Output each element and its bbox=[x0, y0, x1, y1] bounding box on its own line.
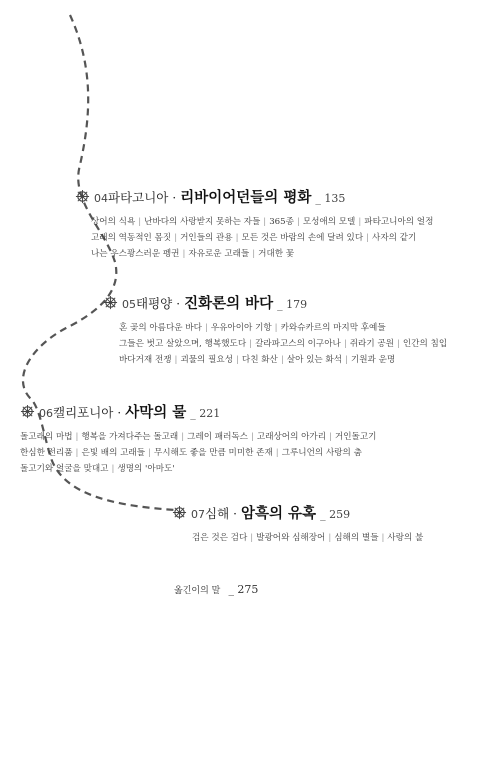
separator-dot: · bbox=[233, 507, 237, 521]
section-item: 거대한 꽃 bbox=[258, 249, 295, 259]
section-separator: | bbox=[274, 323, 278, 333]
translator-note-label: 옮긴이의 말 bbox=[174, 586, 221, 596]
section-separator: | bbox=[263, 217, 267, 227]
chapter-04[interactable] bbox=[75, 186, 433, 262]
section-separator: | bbox=[250, 533, 254, 543]
section-item: 고래의 역동적인 몸짓 bbox=[91, 233, 172, 243]
section-item: 쥐라기 공원 bbox=[349, 339, 394, 349]
section-item: 365종 bbox=[269, 217, 294, 227]
section-separator: | bbox=[381, 533, 385, 543]
translator-note[interactable] bbox=[174, 578, 258, 597]
ship-wheel-icon bbox=[75, 189, 90, 204]
section-separator: | bbox=[358, 217, 362, 227]
chapter-sections bbox=[119, 320, 447, 368]
section-item: 나는 우스꽝스러운 펭귄 bbox=[91, 249, 180, 259]
separator-dot: · bbox=[172, 191, 177, 205]
section-separator: | bbox=[396, 339, 400, 349]
section-item: 심해의 별들 bbox=[334, 533, 379, 543]
section-item: 자유로운 고래들 bbox=[188, 249, 250, 259]
ship-wheel-icon bbox=[172, 505, 187, 520]
chapter-place: 파타고니아 bbox=[108, 190, 169, 205]
chapter-place: 태평양 bbox=[136, 296, 173, 311]
section-item: 파타고니아의 얼정 bbox=[364, 217, 434, 227]
chapter-number: 05 bbox=[122, 298, 136, 311]
section-item: 상어의 식욕 bbox=[91, 217, 136, 227]
section-line bbox=[91, 214, 433, 230]
section-separator: | bbox=[236, 355, 239, 365]
section-item: 카와슈카르의 마지막 후예들 bbox=[280, 323, 386, 333]
section-item: 혼 곶의 아름다운 바다 bbox=[119, 323, 202, 333]
section-item: 다친 화산 bbox=[241, 355, 278, 365]
chapter-number: 06 bbox=[39, 407, 53, 420]
section-separator: | bbox=[204, 323, 208, 333]
ship-wheel-icon bbox=[20, 404, 35, 419]
section-line bbox=[119, 352, 447, 368]
section-item: 돌고래의 마법 bbox=[20, 432, 73, 442]
section-item: 거인돌고기 bbox=[334, 432, 377, 442]
chapter-page: _ 179 bbox=[277, 298, 308, 311]
section-item: 한심한 전리품 bbox=[20, 448, 73, 458]
section-separator: | bbox=[174, 233, 178, 243]
section-separator: | bbox=[138, 217, 142, 227]
chapter-place: 캘리포니아 bbox=[53, 405, 114, 420]
separator-dot: · bbox=[117, 406, 122, 420]
chapter-05[interactable] bbox=[103, 292, 447, 368]
chapter-number: 07 bbox=[191, 508, 205, 521]
translator-note-page: _ 275 bbox=[228, 583, 259, 596]
section-line bbox=[20, 429, 376, 445]
section-separator: | bbox=[111, 464, 115, 474]
section-item: 그루니언의 사랑의 춤 bbox=[281, 448, 362, 458]
section-item: 살아 있는 화석 bbox=[286, 355, 343, 365]
chapter-sections bbox=[91, 214, 433, 262]
section-item: 생명의 '아마도' bbox=[117, 464, 175, 474]
section-item: 난바다의 사랑받지 못하는 자들 bbox=[144, 217, 261, 227]
section-separator: | bbox=[343, 339, 347, 349]
section-item: 은빛 배의 고래들 bbox=[81, 448, 146, 458]
section-separator: | bbox=[174, 355, 178, 365]
section-separator: | bbox=[182, 249, 186, 259]
section-line bbox=[91, 246, 433, 262]
section-separator: | bbox=[75, 432, 79, 442]
section-item: 발광어와 심해장어 bbox=[256, 533, 326, 543]
section-item: 사랑의 불 bbox=[387, 533, 424, 543]
section-separator: | bbox=[252, 249, 256, 259]
section-item: 바다거재 전쟁 bbox=[119, 355, 172, 365]
chapter-title: 진화론의 바다 bbox=[184, 296, 274, 312]
section-separator: | bbox=[328, 533, 332, 543]
chapter-title: 리바이어던들의 평화 bbox=[180, 190, 312, 206]
chapter-page: _ 259 bbox=[320, 508, 351, 521]
chapter-title: 암흑의 유혹 bbox=[240, 506, 317, 522]
section-line bbox=[119, 336, 447, 352]
section-line bbox=[20, 461, 376, 477]
section-item: 사자의 같기 bbox=[372, 233, 417, 243]
section-separator: | bbox=[75, 448, 79, 458]
section-separator: | bbox=[345, 355, 348, 365]
chapter-sections bbox=[20, 429, 376, 477]
section-separator: | bbox=[235, 233, 239, 243]
section-separator: | bbox=[275, 448, 279, 458]
section-separator: | bbox=[181, 432, 185, 442]
chapter-sections bbox=[192, 530, 423, 546]
section-item: 그레이 패러독스 bbox=[187, 432, 248, 442]
section-item: 우유아이아 기항 bbox=[210, 323, 272, 333]
separator-dot: · bbox=[176, 297, 181, 311]
section-item: 고래상어의 아가리 bbox=[256, 432, 327, 442]
chapter-07[interactable] bbox=[172, 502, 423, 546]
section-separator: | bbox=[329, 432, 332, 442]
section-separator: | bbox=[148, 448, 151, 458]
chapter-page: _ 135 bbox=[315, 192, 346, 205]
section-item: 인간의 침입 bbox=[402, 339, 448, 349]
section-separator: | bbox=[296, 217, 300, 227]
section-line bbox=[192, 530, 423, 546]
section-item: 무시해도 좋을 만큼 미미한 존재 bbox=[153, 448, 273, 458]
chapter-title: 사막의 물 bbox=[125, 405, 187, 421]
section-separator: | bbox=[250, 432, 254, 442]
section-item: 기원과 운명 bbox=[350, 355, 396, 365]
section-line bbox=[119, 320, 447, 336]
section-line bbox=[91, 230, 433, 246]
section-separator: | bbox=[249, 339, 253, 349]
section-item: 모든 것은 바람의 손에 달려 있다 bbox=[241, 233, 364, 243]
section-item: 괴물의 필요성 bbox=[180, 355, 233, 365]
chapter-number: 04 bbox=[94, 192, 108, 205]
section-item: 검은 것은 검다 bbox=[192, 533, 248, 543]
chapter-place: 심해 bbox=[205, 506, 230, 521]
section-item: 모성애의 모델 bbox=[302, 217, 356, 227]
chapter-page: _ 221 bbox=[190, 407, 221, 420]
section-item: 행복을 가져다주는 돌고래 bbox=[81, 432, 179, 442]
chapter-06[interactable] bbox=[20, 401, 376, 477]
section-item: 갈라파고스의 이구아나 bbox=[255, 339, 341, 349]
section-separator: | bbox=[366, 233, 370, 243]
section-item: 그들은 벗고 살았으며, 행복했도다 bbox=[119, 339, 247, 349]
section-item: 거인들의 관용 bbox=[180, 233, 233, 243]
section-line bbox=[20, 445, 376, 461]
section-separator: | bbox=[280, 355, 284, 365]
ship-wheel-icon bbox=[103, 295, 118, 310]
section-item: 돌고기와 얼굴을 맞대고 bbox=[20, 464, 109, 474]
